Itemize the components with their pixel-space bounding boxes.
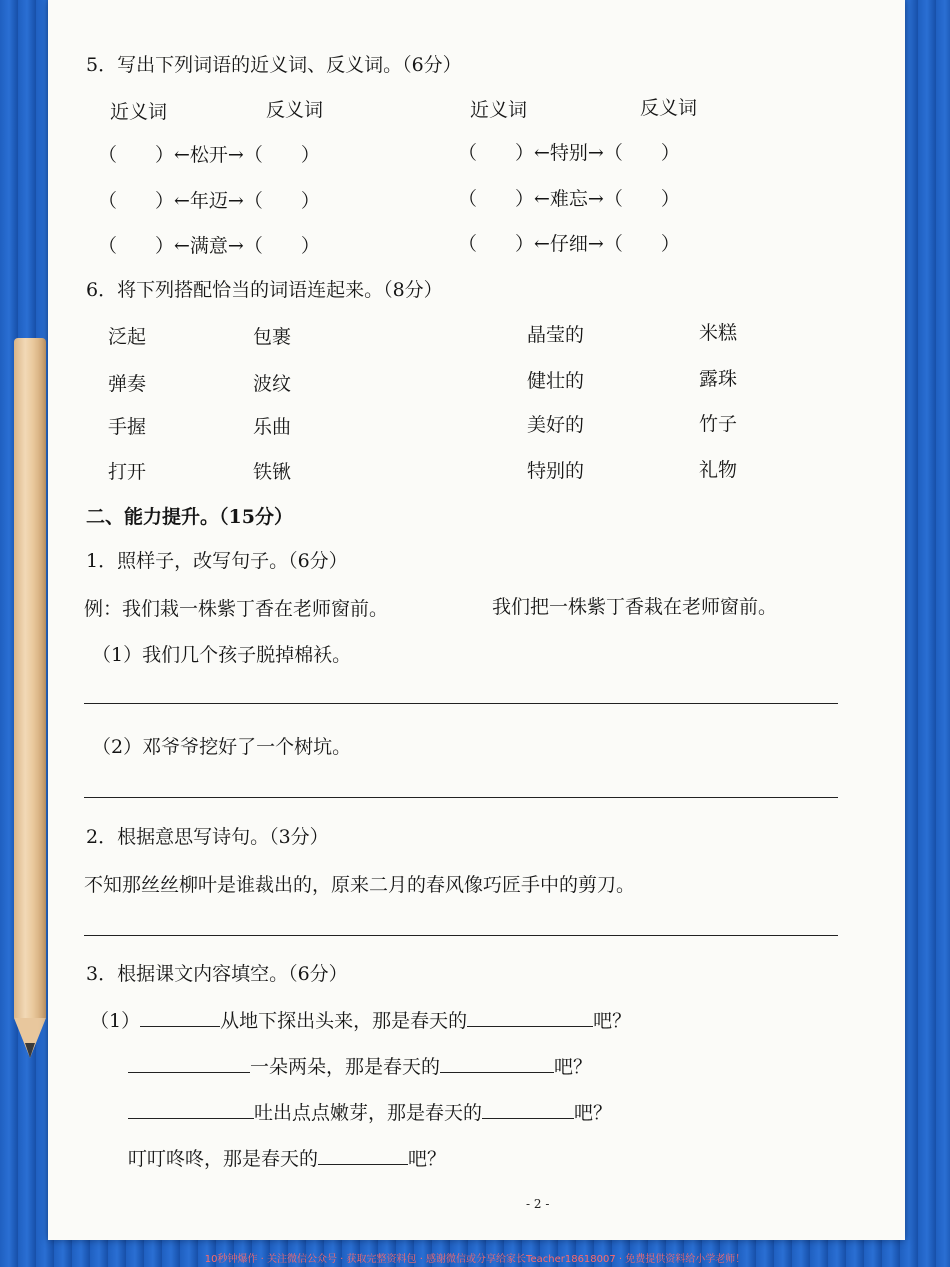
q6-col1-word[interactable]: 手握 — [108, 416, 147, 438]
q5-row1-right[interactable]: （ ）←特别→（ ） — [458, 142, 680, 164]
s2-q1-item1: （1）我们几个孩子脱掉棉袄。 — [92, 644, 352, 666]
q5-row2-left[interactable]: （ ）←年迈→（ ） — [98, 190, 320, 212]
s2-q1-item2: （2）邓爷爷挖好了一个树坑。 — [92, 736, 352, 758]
s2-q1-answer-line-1[interactable] — [84, 703, 838, 704]
q6-col4-word[interactable]: 露珠 — [699, 368, 738, 390]
q6-col1-word[interactable]: 弹奏 — [108, 373, 147, 395]
fill-blank[interactable] — [140, 1008, 220, 1027]
q6-col1-word[interactable]: 泛起 — [108, 326, 147, 348]
fill-blank[interactable] — [440, 1054, 554, 1073]
s2-q3-line1-text: 从地下探出头来，那是春天的 — [220, 1010, 468, 1032]
q6-col3-word[interactable]: 美好的 — [527, 414, 585, 436]
q5-title: 5．写出下列词语的近义词、反义词。（6分） — [86, 54, 462, 76]
q5-row2-right[interactable]: （ ）←难忘→（ ） — [458, 188, 680, 210]
q5-row1-left[interactable]: （ ）←松开→（ ） — [98, 144, 320, 166]
q5-antonym-header-left: 反义词 — [266, 99, 324, 121]
q6-col2-word[interactable]: 波纹 — [253, 373, 292, 395]
s2-q3-line1 — [90, 1006, 631, 1033]
q5-row3-right[interactable]: （ ）←仔细→（ ） — [458, 233, 680, 255]
pencil-lead — [25, 1043, 35, 1058]
s2-q3-line3-end: 吧？ — [574, 1102, 613, 1124]
q6-col3-word[interactable]: 健壮的 — [527, 370, 585, 392]
fill-blank[interactable] — [128, 1100, 254, 1119]
s2-q3-line4-text: 叮叮咚咚，那是春天的 — [128, 1148, 319, 1170]
fill-blank[interactable] — [128, 1054, 250, 1073]
s2-q1-example-original: 例：我们栽一株紫丁香在老师窗前。 — [84, 598, 389, 620]
footer-watermark: 10秒钟爆作 · 关注微信公众号 · 获取完整资料包 · 感谢微信或分享给家长Teacher18618007 · 免费提供资料给小学老师！ — [204, 1254, 746, 1265]
q6-col1-word[interactable]: 打开 — [108, 461, 147, 483]
q6-col3-word[interactable]: 晶莹的 — [527, 324, 585, 346]
fill-blank[interactable] — [467, 1008, 593, 1027]
s2-q3-line4 — [128, 1144, 446, 1171]
s2-q3-line1-end: 吧？ — [593, 1010, 632, 1032]
s2-q3-title: 3．根据课文内容填空。（6分） — [86, 963, 348, 985]
section-2-title: 二、能力提升。（15分） — [86, 506, 293, 528]
q6-col2-word[interactable]: 包裹 — [253, 326, 292, 348]
s2-q1-answer-line-2[interactable] — [84, 797, 838, 798]
s2-q3-line2-end: 吧？ — [554, 1056, 593, 1078]
s2-q3-line3-text: 吐出点点嫩芽，那是春天的 — [254, 1102, 483, 1124]
q5-antonym-header-right: 反义词 — [640, 97, 698, 119]
q6-col3-word[interactable]: 特别的 — [527, 460, 585, 482]
q6-title: 6．将下列搭配恰当的词语连起来。（8分） — [86, 279, 443, 301]
fill-blank[interactable] — [482, 1100, 574, 1119]
worksheet-page — [48, 0, 905, 1240]
s2-q2-meaning: 不知那丝丝柳叶是谁裁出的，原来二月的春风像巧匠手中的剪刀。 — [84, 874, 636, 896]
s2-q3-line2-text: 一朵两朵，那是春天的 — [250, 1056, 441, 1078]
q6-col4-word[interactable]: 礼物 — [699, 459, 738, 481]
q6-col4-word[interactable]: 竹子 — [699, 413, 738, 435]
s2-q3-line1-prefix: （1） — [90, 1010, 141, 1032]
s2-q3-line4-end: 吧？ — [408, 1148, 447, 1170]
pencil — [14, 338, 46, 1018]
s2-q2-title: 2．根据意思写诗句。（3分） — [86, 826, 329, 848]
s2-q2-answer-line[interactable] — [84, 935, 838, 936]
fill-blank[interactable] — [318, 1146, 408, 1165]
s2-q3-line3 — [128, 1098, 612, 1125]
q5-synonym-header-right: 近义词 — [470, 99, 528, 121]
q6-col2-word[interactable]: 乐曲 — [253, 416, 292, 438]
q6-col4-word[interactable]: 米糕 — [699, 322, 738, 344]
q6-col2-word[interactable]: 铁锹 — [253, 461, 292, 483]
s2-q1-example-rewritten: 我们把一株紫丁香栽在老师窗前。 — [492, 596, 778, 618]
s2-q3-line2 — [128, 1052, 592, 1079]
page-number: - 2 - — [526, 1197, 550, 1211]
s2-q1-title: 1．照样子，改写句子。（6分） — [86, 550, 348, 572]
q5-synonym-header-left: 近义词 — [110, 101, 168, 123]
q5-row3-left[interactable]: （ ）←满意→（ ） — [98, 235, 320, 257]
